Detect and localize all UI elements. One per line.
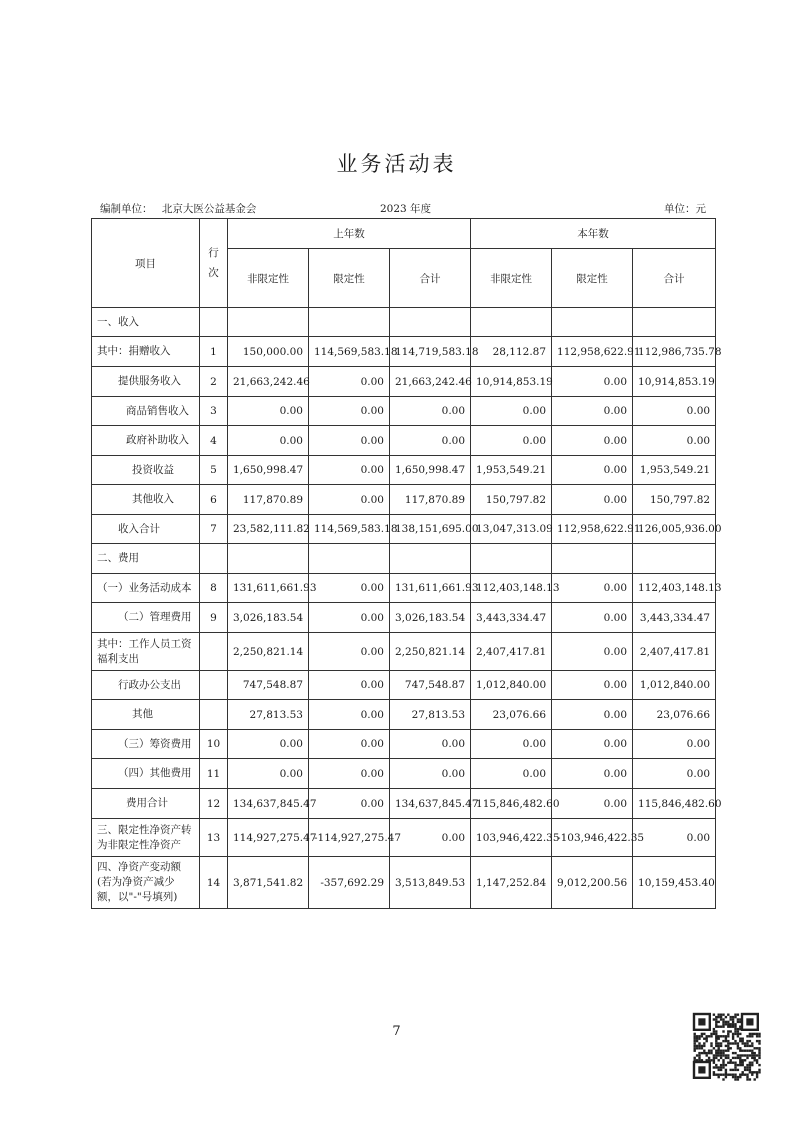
row-value: 0.00: [633, 819, 716, 857]
table-row: [92, 819, 716, 857]
row-label: 收入合计: [92, 515, 200, 544]
row-value: 0.00: [552, 671, 633, 700]
row-value: 114,719,583.18: [390, 337, 471, 367]
row-line-no: 5: [200, 456, 228, 485]
row-value: [471, 308, 552, 337]
row-value: 0.00: [228, 759, 309, 789]
table-row: [92, 308, 716, 337]
org-line: [100, 201, 256, 216]
row-line-no: 2: [200, 367, 228, 397]
row-value: 747,548.87: [228, 671, 309, 700]
row-line-no: 9: [200, 603, 228, 633]
table-row: [92, 337, 716, 367]
row-value: 0.00: [552, 759, 633, 789]
row-value: 0.00: [309, 574, 390, 603]
header-total: 合计: [633, 249, 716, 308]
row-value: [552, 308, 633, 337]
report-year: 2023 年度: [380, 203, 432, 215]
row-value: 2,250,821.14: [390, 633, 471, 671]
row-line-no: [200, 544, 228, 574]
row-value: 114,569,583.18: [309, 515, 390, 544]
header-restricted: 限定性: [309, 249, 390, 308]
row-value: [552, 544, 633, 574]
table-row: [92, 367, 716, 397]
header-last-year: 上年数: [228, 219, 471, 249]
row-line-no: 13: [200, 819, 228, 857]
row-value: 0.00: [390, 397, 471, 426]
row-label: 四、净资产变动额(若为净资产减少额，以"-"号填列): [92, 857, 200, 909]
row-line-no: [200, 700, 228, 730]
row-value: [390, 544, 471, 574]
row-value: [228, 544, 309, 574]
row-value: 1,953,549.21: [471, 456, 552, 485]
header-line-no: 行 次: [200, 219, 228, 308]
row-value: 0.00: [552, 633, 633, 671]
row-label: 费用合计: [92, 789, 200, 819]
row-value: 131,611,661.93: [228, 574, 309, 603]
row-value: 1,650,998.47: [228, 456, 309, 485]
row-value: 0.00: [228, 397, 309, 426]
row-value: 3,513,849.53: [390, 857, 471, 909]
row-value: 3,026,183.54: [228, 603, 309, 633]
header-unrestricted: 非限定性: [228, 249, 309, 308]
row-value: 0.00: [309, 759, 390, 789]
row-value: 112,958,622.91: [552, 337, 633, 367]
row-value: 0.00: [228, 730, 309, 759]
row-value: 0.00: [552, 700, 633, 730]
row-value: 0.00: [471, 397, 552, 426]
row-value: 0.00: [309, 730, 390, 759]
row-value: 112,403,148.13: [471, 574, 552, 603]
row-value: 0.00: [309, 603, 390, 633]
row-line-no: 4: [200, 426, 228, 456]
row-label: 二、费用: [92, 544, 200, 574]
row-value: 150,000.00: [228, 337, 309, 367]
row-line-no: [200, 633, 228, 671]
row-value: 0.00: [390, 730, 471, 759]
table-row: [92, 633, 716, 671]
row-value: -357,692.29: [309, 857, 390, 909]
row-value: 114,927,275.47: [228, 819, 309, 857]
row-value: [309, 544, 390, 574]
row-label: 政府补助收入: [92, 426, 200, 456]
row-value: 0.00: [552, 397, 633, 426]
row-value: 3,871,541.82: [228, 857, 309, 909]
row-line-no: 12: [200, 789, 228, 819]
row-value: 0.00: [633, 759, 716, 789]
row-value: 0.00: [552, 574, 633, 603]
row-value: 112,986,735.78: [633, 337, 716, 367]
row-value: 0.00: [309, 633, 390, 671]
page-number: 7: [392, 1024, 401, 1039]
row-value: 21,663,242.46: [228, 367, 309, 397]
row-value: 103,946,422.35: [471, 819, 552, 857]
row-value: 0.00: [228, 426, 309, 456]
row-label: 三、限定性净资产转为非限定性净资产: [92, 819, 200, 857]
row-value: 1,147,252.84: [471, 857, 552, 909]
row-value: 10,159,453.40: [633, 857, 716, 909]
row-value: 0.00: [552, 789, 633, 819]
row-value: 0.00: [633, 397, 716, 426]
org-name: 北京大医公益基金会: [161, 203, 257, 215]
row-value: 0.00: [633, 426, 716, 456]
row-line-no: 6: [200, 485, 228, 515]
table-row: [92, 485, 716, 515]
row-value: 2,407,417.81: [471, 633, 552, 671]
row-line-no: 8: [200, 574, 228, 603]
header-total: 合计: [390, 249, 471, 308]
row-value: -103,946,422.35: [552, 819, 633, 857]
row-value: 21,663,242.46: [390, 367, 471, 397]
row-value: [633, 308, 716, 337]
row-value: [633, 544, 716, 574]
row-value: 9,012,200.56: [552, 857, 633, 909]
row-value: 0.00: [552, 426, 633, 456]
table-row: [92, 857, 716, 909]
row-value: 23,076.66: [471, 700, 552, 730]
row-value: 3,443,334.47: [633, 603, 716, 633]
table-row: [92, 700, 716, 730]
row-line-no: 11: [200, 759, 228, 789]
row-label: 提供服务收入: [92, 367, 200, 397]
row-label: 其中：工作人员工资福利支出: [92, 633, 200, 671]
header-this-year: 本年数: [471, 219, 716, 249]
row-label: 投资收益: [92, 456, 200, 485]
row-value: 0.00: [309, 789, 390, 819]
table-row: [92, 759, 716, 789]
row-value: 0.00: [471, 759, 552, 789]
header-restricted: 限定性: [552, 249, 633, 308]
header-unrestricted: 非限定性: [471, 249, 552, 308]
row-value: 0.00: [309, 485, 390, 515]
row-value: 0.00: [309, 397, 390, 426]
row-value: 2,407,417.81: [633, 633, 716, 671]
row-value: 0.00: [309, 671, 390, 700]
row-value: 112,403,148.13: [633, 574, 716, 603]
row-value: 0.00: [309, 700, 390, 730]
row-value: 0.00: [309, 367, 390, 397]
row-value: 3,026,183.54: [390, 603, 471, 633]
row-value: 0.00: [309, 426, 390, 456]
row-value: 0.00: [309, 456, 390, 485]
row-line-no: 10: [200, 730, 228, 759]
table-row: [92, 426, 716, 456]
table-row: [92, 544, 716, 574]
row-value: 1,953,549.21: [633, 456, 716, 485]
row-label: 商品销售收入: [92, 397, 200, 426]
row-line-no: [200, 308, 228, 337]
row-value: 0.00: [552, 730, 633, 759]
row-label: （四）其他费用: [92, 759, 200, 789]
row-value: 1,650,998.47: [390, 456, 471, 485]
row-value: [471, 544, 552, 574]
row-label: 行政办公支出: [92, 671, 200, 700]
row-value: 115,846,482.60: [471, 789, 552, 819]
row-value: 747,548.87: [390, 671, 471, 700]
row-line-no: 7: [200, 515, 228, 544]
row-value: 27,813.53: [228, 700, 309, 730]
row-value: 0.00: [471, 426, 552, 456]
row-value: 138,151,695.00: [390, 515, 471, 544]
row-value: 0.00: [552, 456, 633, 485]
row-value: 150,797.82: [633, 485, 716, 515]
row-value: 0.00: [390, 759, 471, 789]
currency-unit: 单位：元: [664, 203, 706, 215]
row-label: （二）管理费用: [92, 603, 200, 633]
row-value: 0.00: [390, 426, 471, 456]
row-value: 117,870.89: [228, 485, 309, 515]
row-line-no: [200, 671, 228, 700]
row-label: （一）业务活动成本: [92, 574, 200, 603]
row-value: 0.00: [633, 730, 716, 759]
row-value: -114,927,275.47: [309, 819, 390, 857]
row-value: 10,914,853.19: [471, 367, 552, 397]
row-value: 0.00: [552, 367, 633, 397]
row-label: （三）筹资费用: [92, 730, 200, 759]
org-label: 编制单位：: [100, 203, 153, 215]
row-value: 0.00: [552, 485, 633, 515]
table-row: [92, 603, 716, 633]
row-line-no: 3: [200, 397, 228, 426]
row-value: 0.00: [390, 819, 471, 857]
row-value: 27,813.53: [390, 700, 471, 730]
report-title: 业务活动表: [336, 152, 457, 176]
row-value: 134,637,845.47: [390, 789, 471, 819]
row-label: 其中：捐赠收入: [92, 337, 200, 367]
table-row: [92, 397, 716, 426]
row-value: 28,112.87: [471, 337, 552, 367]
header-item: 项目: [92, 219, 200, 308]
row-value: 0.00: [471, 730, 552, 759]
row-value: 1,012,840.00: [471, 671, 552, 700]
row-value: 23,076.66: [633, 700, 716, 730]
row-value: [309, 308, 390, 337]
row-value: 3,443,334.47: [471, 603, 552, 633]
row-label: 其他: [92, 700, 200, 730]
qr-code-icon: [693, 1013, 761, 1081]
table-row: [92, 456, 716, 485]
row-value: 115,846,482.60: [633, 789, 716, 819]
row-value: 131,611,661.93: [390, 574, 471, 603]
row-value: 2,250,821.14: [228, 633, 309, 671]
row-value: 112,958,622.91: [552, 515, 633, 544]
row-value: 0.00: [552, 603, 633, 633]
row-value: 126,005,936.00: [633, 515, 716, 544]
row-value: 1,012,840.00: [633, 671, 716, 700]
row-value: 117,870.89: [390, 485, 471, 515]
row-line-no: 1: [200, 337, 228, 367]
table-row: [92, 789, 716, 819]
table-row: [92, 671, 716, 700]
row-value: [228, 308, 309, 337]
row-value: 150,797.82: [471, 485, 552, 515]
table-row: [92, 730, 716, 759]
row-label: 一、收入: [92, 308, 200, 337]
table-row: [92, 574, 716, 603]
row-line-no: 14: [200, 857, 228, 909]
activity-table: [91, 218, 722, 909]
row-value: 10,914,853.19: [633, 367, 716, 397]
row-label: 其他收入: [92, 485, 200, 515]
table-row: [92, 515, 716, 544]
row-value: 134,637,845.47: [228, 789, 309, 819]
row-value: 114,569,583.18: [309, 337, 390, 367]
row-value: 23,582,111.82: [228, 515, 309, 544]
row-value: 13,047,313.09: [471, 515, 552, 544]
row-value: [390, 308, 471, 337]
